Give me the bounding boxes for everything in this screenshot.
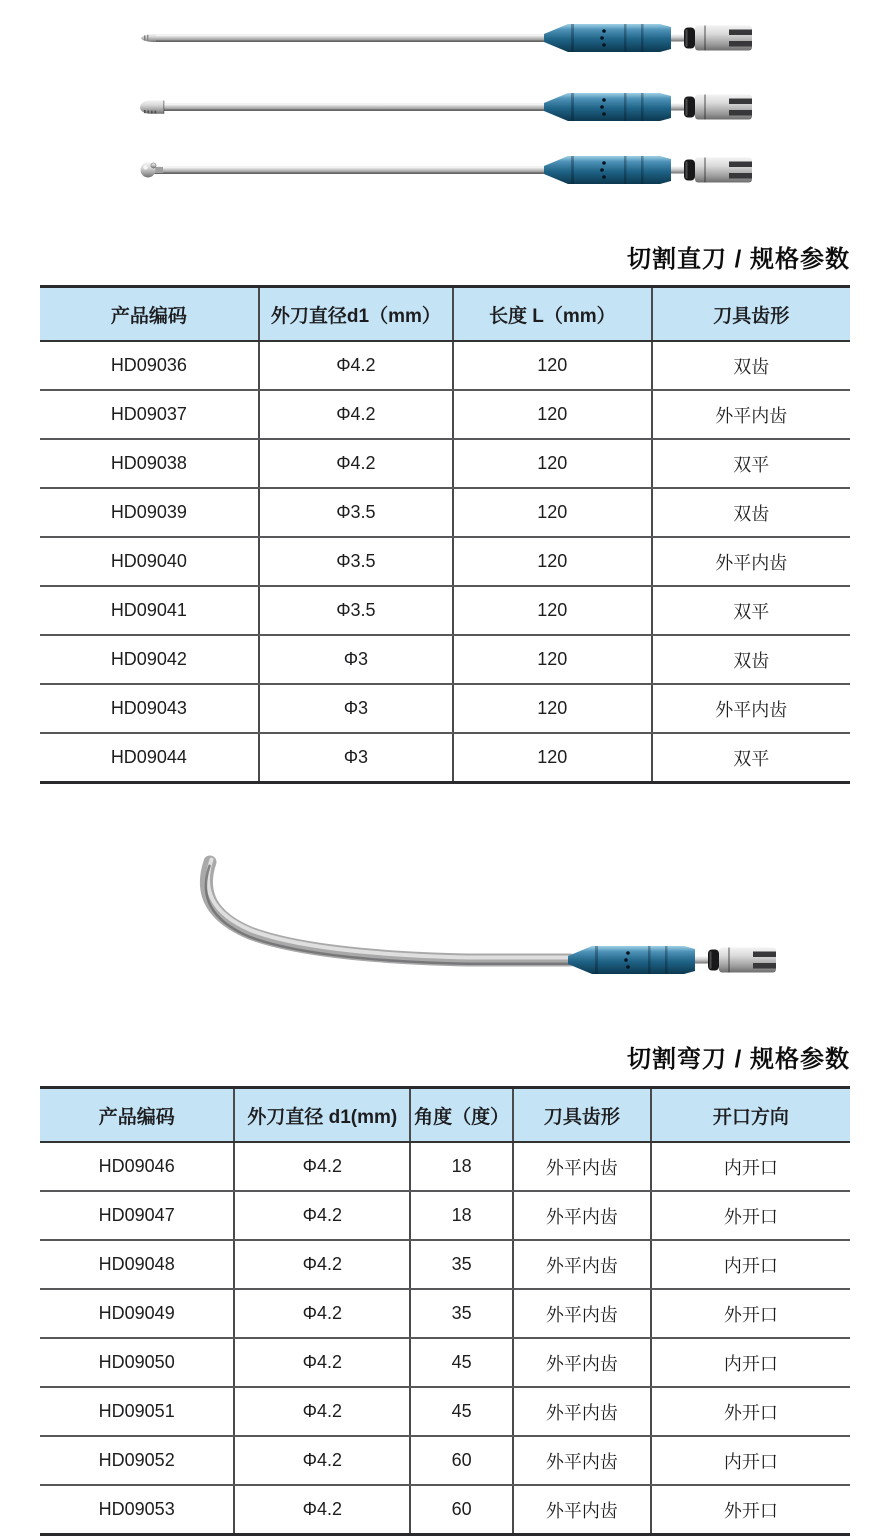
column-header: 外刀直径d1（mm）: [259, 287, 453, 342]
table-cell: 60: [410, 1485, 513, 1535]
table-cell: 内开口: [651, 1240, 850, 1289]
table-cell: 120: [453, 439, 651, 488]
table-cell: Φ4.2: [234, 1485, 410, 1535]
table-cell: 外平内齿: [513, 1240, 651, 1289]
table-cell: HD09044: [40, 733, 259, 783]
table-cell: 内开口: [651, 1142, 850, 1191]
table-cell: Φ3: [259, 684, 453, 733]
table-cell: 双平: [652, 733, 850, 783]
table-cell: 120: [453, 635, 651, 684]
table-row: [40, 1240, 850, 1289]
table-cell: Φ4.2: [234, 1436, 410, 1485]
table-cell: 双齿: [652, 488, 850, 537]
table-row: [40, 537, 850, 586]
table-row: [40, 635, 850, 684]
table-cell: 120: [453, 537, 651, 586]
table-cell: HD09052: [40, 1436, 234, 1485]
table-cell: 内开口: [651, 1338, 850, 1387]
table-row: [40, 1338, 850, 1387]
table-cell: HD09037: [40, 390, 259, 439]
table-cell: 外平内齿: [513, 1485, 651, 1535]
table-cell: 60: [410, 1436, 513, 1485]
table-cell: Φ4.2: [259, 341, 453, 390]
table-row: [40, 684, 850, 733]
table-row: [40, 1142, 850, 1191]
table-cell: Φ4.2: [234, 1191, 410, 1240]
table-row: [40, 733, 850, 783]
table-cell: 120: [453, 586, 651, 635]
table-cell: Φ4.2: [234, 1338, 410, 1387]
table-row: [40, 439, 850, 488]
table-cell: Φ4.2: [234, 1289, 410, 1338]
table-cell: 45: [410, 1387, 513, 1436]
table-cell: 35: [410, 1289, 513, 1338]
table-cell: Φ3.5: [259, 488, 453, 537]
column-header: 开口方向: [651, 1088, 850, 1143]
table-header-row: [40, 287, 850, 342]
table-row: [40, 1436, 850, 1485]
table-cell: Φ4.2: [259, 439, 453, 488]
table-cell: 120: [453, 488, 651, 537]
table-cell: 双平: [652, 586, 850, 635]
table-cell: 外开口: [651, 1191, 850, 1240]
table-cell: 外平内齿: [513, 1338, 651, 1387]
table-cell: 外平内齿: [513, 1289, 651, 1338]
table-cell: Φ4.2: [234, 1240, 410, 1289]
column-header: 刀具齿形: [652, 287, 850, 342]
table-cell: HD09039: [40, 488, 259, 537]
column-header: 刀具齿形: [513, 1088, 651, 1143]
table-cell: 双齿: [652, 635, 850, 684]
table-cell: HD09046: [40, 1142, 234, 1191]
table-cell: 外平内齿: [513, 1142, 651, 1191]
straight-cutter-section-title: 切割直刀 / 规格参数: [626, 246, 850, 273]
table-cell: Φ4.2: [259, 390, 453, 439]
table-row: [40, 1387, 850, 1436]
table-cell: HD09051: [40, 1387, 234, 1436]
table-cell: Φ3.5: [259, 586, 453, 635]
column-header: 角度（度）: [410, 1088, 513, 1143]
table-cell: 45: [410, 1338, 513, 1387]
catalog-page: [0, 8, 890, 1536]
table-cell: HD09038: [40, 439, 259, 488]
table-cell: Φ3: [259, 733, 453, 783]
table-cell: Φ3: [259, 635, 453, 684]
table-cell: HD09053: [40, 1485, 234, 1535]
table-cell: 120: [453, 341, 651, 390]
table-row: [40, 341, 850, 390]
table-cell: 35: [410, 1240, 513, 1289]
table-cell: 外平内齿: [652, 684, 850, 733]
column-header: 产品编码: [40, 1088, 234, 1143]
table-cell: 18: [410, 1142, 513, 1191]
table-cell: Φ4.2: [234, 1142, 410, 1191]
table-cell: HD09040: [40, 537, 259, 586]
curved-cutter-photo: [148, 848, 778, 980]
table-cell: 双齿: [652, 341, 850, 390]
table-cell: 外平内齿: [652, 390, 850, 439]
table-row: [40, 1289, 850, 1338]
table-cell: HD09050: [40, 1338, 234, 1387]
straight-cutter-photo-double-tooth: [138, 8, 768, 68]
table-cell: 120: [453, 684, 651, 733]
table-cell: 双平: [652, 439, 850, 488]
table-row: [40, 488, 850, 537]
table-cell: 外平内齿: [513, 1436, 651, 1485]
table-cell: HD09041: [40, 586, 259, 635]
table-cell: 外开口: [651, 1289, 850, 1338]
table-header-row: [40, 1088, 850, 1143]
curved-cutter-spec-table: [40, 1086, 850, 1536]
table-cell: HD09049: [40, 1289, 234, 1338]
curved-cutter-section-title: 切割弯刀 / 规格参数: [626, 1046, 850, 1073]
table-cell: Φ4.2: [234, 1387, 410, 1436]
table-row: [40, 390, 850, 439]
table-cell: HD09047: [40, 1191, 234, 1240]
table-cell: HD09042: [40, 635, 259, 684]
table-cell: 120: [453, 390, 651, 439]
table-cell: HD09036: [40, 341, 259, 390]
column-header: 外刀直径 d1(mm): [234, 1088, 410, 1143]
table-cell: HD09043: [40, 684, 259, 733]
table-row: [40, 586, 850, 635]
table-cell: 外开口: [651, 1485, 850, 1535]
table-cell: Φ3.5: [259, 537, 453, 586]
column-header: 产品编码: [40, 287, 259, 342]
table-cell: 外平内齿: [652, 537, 850, 586]
table-cell: 外开口: [651, 1387, 850, 1436]
table-cell: 内开口: [651, 1436, 850, 1485]
column-header: 长度 L（mm）: [453, 287, 651, 342]
table-cell: 18: [410, 1191, 513, 1240]
table-cell: HD09048: [40, 1240, 234, 1289]
table-row: [40, 1485, 850, 1535]
table-row: [40, 1191, 850, 1240]
straight-cutter-photo-serrated: [138, 77, 768, 137]
table-cell: 120: [453, 733, 651, 783]
straight-cutter-spec-table: [40, 285, 850, 784]
straight-cutter-photo-ball-tip: [138, 140, 768, 200]
table-cell: 外平内齿: [513, 1191, 651, 1240]
table-cell: 外平内齿: [513, 1387, 651, 1436]
